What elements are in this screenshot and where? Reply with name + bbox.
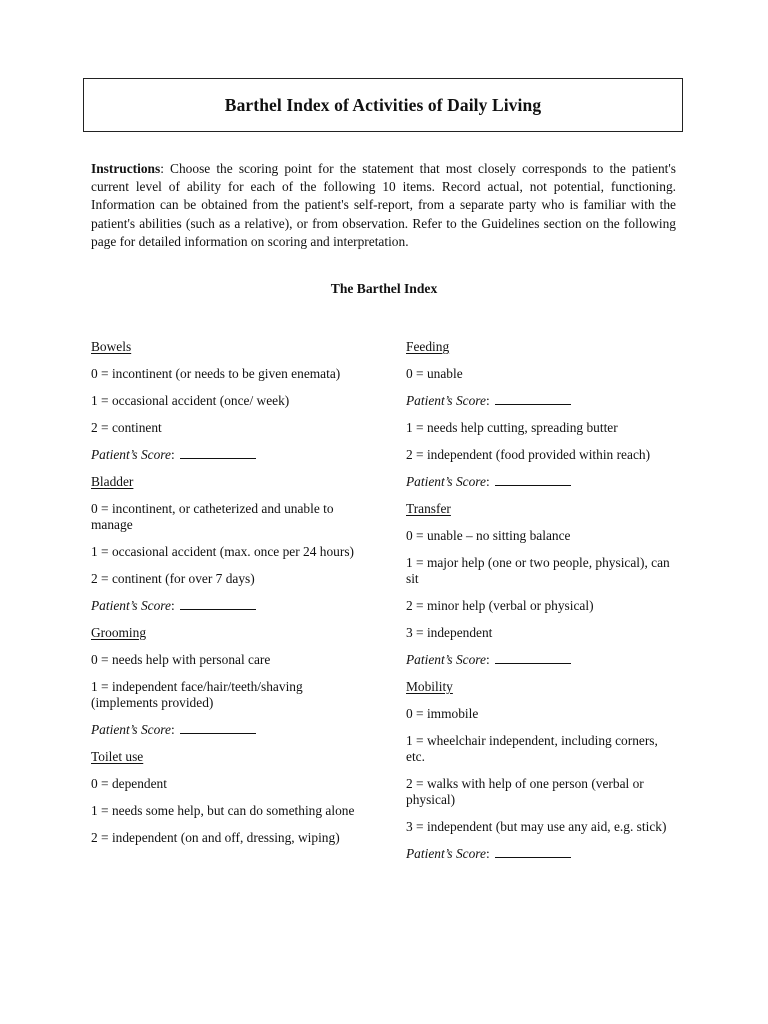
feeding-score-field-2 <box>406 474 676 490</box>
score-label: Patient’s Score <box>406 846 486 861</box>
score-label: Patient’s Score <box>91 722 171 737</box>
mobility-item-0: 0 = immobile <box>406 706 479 721</box>
bowels-item-0: 0 = incontinent (or needs to be given enemata) <box>91 366 341 381</box>
score-colon: : <box>485 652 490 667</box>
bladder-score-blank[interactable] <box>180 598 256 610</box>
index-subtitle: The Barthel Index <box>330 281 438 296</box>
feeding-item-2: 2 = independent (food provided within reach) <box>406 447 651 462</box>
toilet-item-2: 2 = independent (on and off, dressing, wiping) <box>91 830 340 845</box>
transfer-item-0: 0 = unable – no sitting balance <box>406 528 571 543</box>
score-label: Patient’s Score <box>406 474 486 489</box>
bowels-item-2: 2 = continent <box>91 420 162 435</box>
feeding-score-blank[interactable] <box>495 393 571 405</box>
score-label: Patient’s Score <box>91 598 171 613</box>
mobility-item-2: 2 = walks with help of one person (verbal or physical) <box>406 776 644 807</box>
bowels-heading: Bowels <box>91 339 132 354</box>
score-colon: : <box>170 722 175 737</box>
transfer-item-1: 1 = major help (one or two people, physical), can sit <box>406 555 670 586</box>
mobility-score-blank[interactable] <box>495 846 571 858</box>
transfer-item-2: 2 = minor help (verbal or physical) <box>406 598 594 613</box>
transfer-heading: Transfer <box>406 501 451 516</box>
bladder-item-1: 1 = occasional accident (max. once per 24 hours) <box>91 544 354 559</box>
instructions-text: : Choose the scoring point for the statement that most closely corresponds to the patient's current level of ability for each of the following 10 items. Record actual, not potential, functioning. Information can be obtained from the patient's self-report, from a separate party who is familiar with the patient's abilities (such as a relative), or from observation. Refer to the Guidelines section on the following page for detailed information on scoring and interpretation. <box>91 161 676 249</box>
score-label: Patient’s Score <box>406 652 486 667</box>
mobility-heading: Mobility <box>406 679 453 694</box>
page-title: Barthel Index of Activities of Daily Living <box>224 94 542 115</box>
mobility-score-field <box>406 846 676 862</box>
score-label: Patient’s Score <box>91 447 171 462</box>
mobility-item-1: 1 = wheelchair independent, including corners, etc. <box>406 733 658 764</box>
grooming-item-0: 0 = needs help with personal care <box>91 652 271 667</box>
mobility-item-3: 3 = independent (but may use any aid, e.g. stick) <box>406 819 667 834</box>
feeding-item-0: 0 = unable <box>406 366 463 381</box>
grooming-score-blank[interactable] <box>180 722 256 734</box>
transfer-item-3: 3 = independent <box>406 625 493 640</box>
bowels-item-1: 1 = occasional accident (once/ week) <box>91 393 290 408</box>
toilet-heading: Toilet use <box>91 749 144 764</box>
title-box <box>83 78 683 132</box>
bowels-score-blank[interactable] <box>180 447 256 459</box>
score-colon: : <box>170 598 175 613</box>
grooming-score-field <box>91 722 361 738</box>
score-colon: : <box>485 393 490 408</box>
bladder-item-2: 2 = continent (for over 7 days) <box>91 571 255 586</box>
feeding-heading: Feeding <box>406 339 450 354</box>
bladder-heading: Bladder <box>91 474 134 489</box>
score-colon: : <box>170 447 175 462</box>
grooming-item-1: 1 = independent face/hair/teeth/shaving (implements provided) <box>91 679 303 710</box>
bowels-score-field <box>91 447 361 463</box>
left-column <box>91 339 361 857</box>
feeding-score-field <box>406 393 676 409</box>
toilet-item-1: 1 = needs some help, but can do something alone <box>91 803 355 818</box>
score-colon: : <box>485 846 490 861</box>
transfer-score-blank[interactable] <box>495 652 571 664</box>
bladder-score-field <box>91 598 361 614</box>
right-column <box>406 339 676 873</box>
bladder-item-0: 0 = incontinent, or catheterized and unable to manage <box>91 501 334 532</box>
score-colon: : <box>485 474 490 489</box>
instructions-label: Instructions <box>91 161 161 176</box>
instructions-paragraph <box>91 160 676 251</box>
transfer-score-field <box>406 652 676 668</box>
feeding-item-1: 1 = needs help cutting, spreading butter <box>406 420 618 435</box>
score-label: Patient’s Score <box>406 393 486 408</box>
toilet-item-0: 0 = dependent <box>91 776 167 791</box>
grooming-heading: Grooming <box>91 625 147 640</box>
feeding-score-blank-2[interactable] <box>495 474 571 486</box>
